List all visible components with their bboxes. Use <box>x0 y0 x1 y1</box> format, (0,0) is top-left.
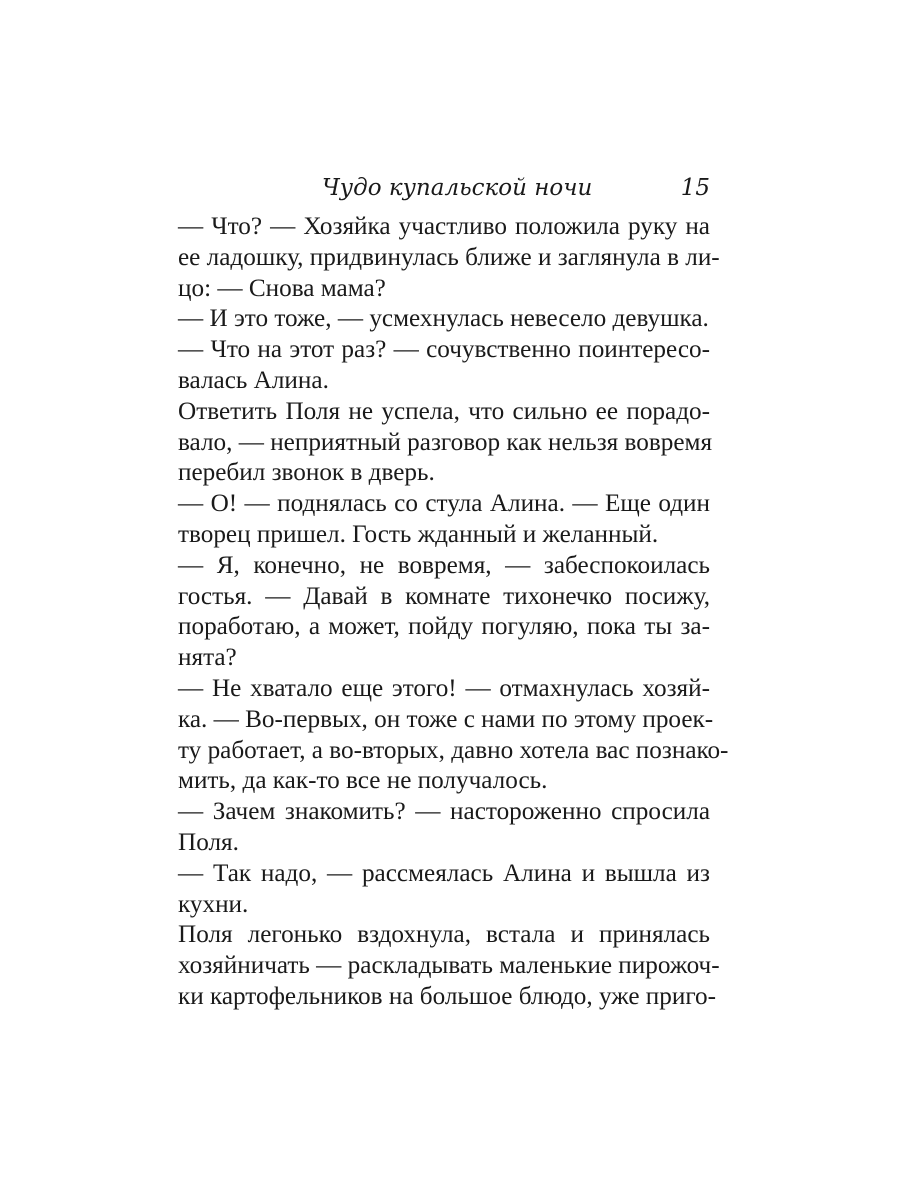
text-line: ка. — Во-первых, он тоже с нами по этому проек- <box>178 705 714 733</box>
text-line: — И это тоже, — усмехнулась невесело девушка. <box>178 305 709 333</box>
text-line: — Так надо, — рассмеялась Алина и вышла из <box>178 859 710 887</box>
text-line: ее ладошку, придвинулась ближе и заглянула в ли- <box>178 243 720 271</box>
paragraph <box>178 797 710 859</box>
text-line: ки картофельников на большое блюдо, уже приго- <box>178 982 717 1010</box>
book-page <box>178 170 729 1030</box>
text-line: Ответить Поля не успела, что сильно ее порадо- <box>178 397 710 425</box>
text-line: творец пришел. Гость жданный и желанный. <box>178 520 659 548</box>
paragraph <box>178 304 710 335</box>
text-line: — О! — поднялась со стула Алина. — Еще один <box>178 490 710 518</box>
text-line: гостья. — Давай в комнате тихонечко посижу, <box>178 582 710 610</box>
paragraph <box>178 859 710 921</box>
paragraph <box>178 551 710 674</box>
text-line: мить, да как-то все не получалось. <box>178 767 548 795</box>
paragraph <box>178 397 713 489</box>
text-line: — Что на этот раз? — сочувственно поинтересо- <box>178 336 710 364</box>
text-line: Поля. <box>178 828 239 856</box>
text-line: ту работает, а во-вторых, давно хотела вас познако- <box>178 736 729 764</box>
running-header <box>178 170 710 206</box>
text-line: перебил звонок в дверь. <box>178 459 435 487</box>
text-line: — Зачем знакомить? — настороженно спросила <box>178 798 710 826</box>
paragraph <box>178 212 720 304</box>
page-number: 15 <box>680 175 710 201</box>
text-line: хозяйничать — раскладывать маленькие пирожоч- <box>178 952 720 980</box>
paragraph <box>178 335 710 397</box>
text-line: цо: — Снова мама? <box>178 274 386 302</box>
text-line: Поля легонько вздохнула, встала и принялась <box>178 921 710 949</box>
text-line: — Не хватало еще этого! — отмахнулась хозяй- <box>178 674 710 702</box>
text-line: кухни. <box>178 890 249 918</box>
text-line: — Я, конечно, не вовремя, — забеспокоилась <box>178 551 710 579</box>
paragraph <box>178 489 710 551</box>
text-line: вало, — неприятный разговор как нельзя вовремя <box>178 428 713 456</box>
text-line: — Что? — Хозяйка участливо положила руку на <box>178 213 710 240</box>
paragraph <box>178 920 720 1012</box>
paragraph <box>178 674 729 797</box>
running-title: Чудо купальской ночи <box>322 175 593 201</box>
text-line: нята? <box>178 644 237 672</box>
text-line: валась Алина. <box>178 366 329 394</box>
body-text <box>178 212 729 1013</box>
text-line: поработаю, а может, пойду погуляю, пока ты за- <box>178 613 710 641</box>
